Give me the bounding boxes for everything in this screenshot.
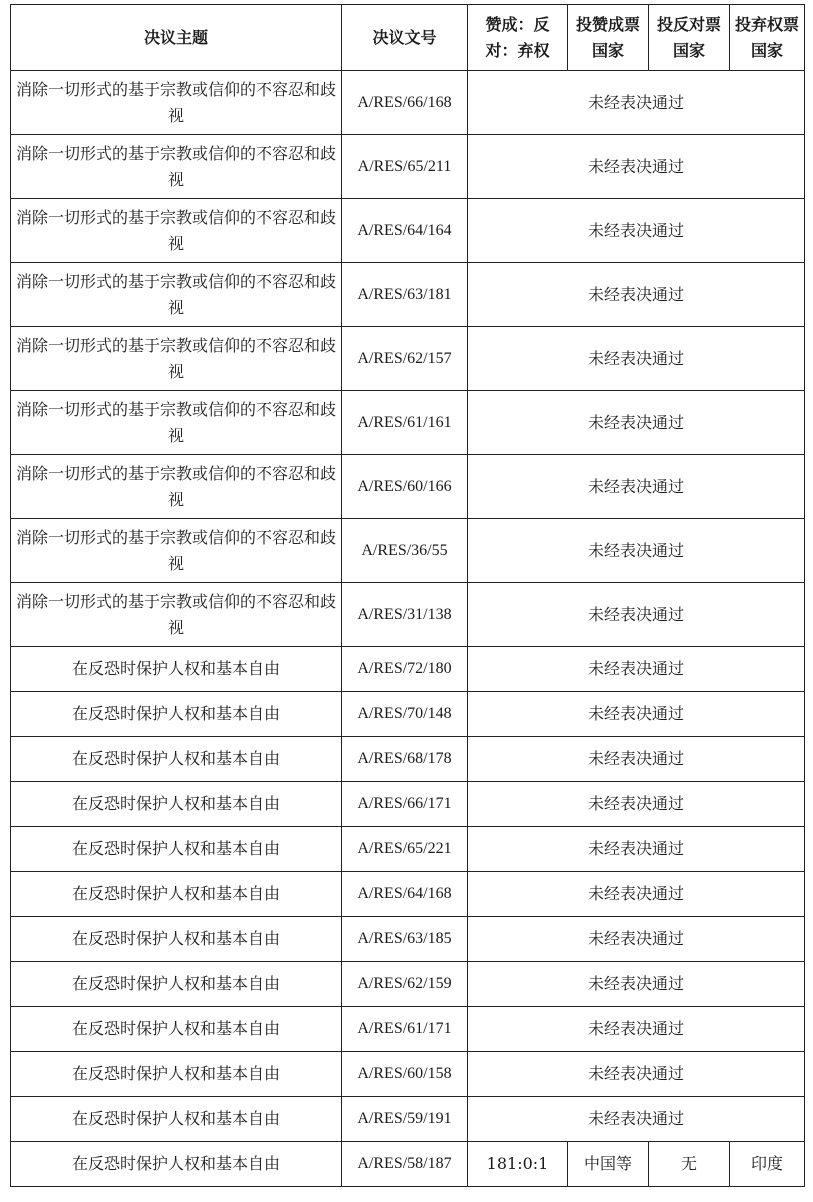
cell-docnum: A/RES/64/164: [342, 199, 468, 263]
table-row: [11, 135, 805, 199]
cell-result: 未经表决通过: [468, 583, 805, 647]
cell-docnum: A/RES/61/171: [342, 1007, 468, 1052]
cell-result: 未经表决通过: [468, 1097, 805, 1142]
header-vote: 赞成：反对：弃权: [468, 5, 568, 71]
cell-docnum: A/RES/59/191: [342, 1097, 468, 1142]
cell-result: 未经表决通过: [468, 692, 805, 737]
table-body: [11, 71, 805, 1187]
header-yes-countries: 投赞成票国家: [568, 5, 649, 71]
cell-docnum: A/RES/36/55: [342, 519, 468, 583]
table-row-vote-detail: [11, 1142, 805, 1187]
resolution-sheet: [10, 4, 805, 1187]
cell-topic: 消除一切形式的基于宗教或信仰的不容忍和歧视: [11, 263, 342, 327]
cell-topic: 消除一切形式的基于宗教或信仰的不容忍和歧视: [11, 199, 342, 263]
table-row: [11, 827, 805, 872]
cell-result: 未经表决通过: [468, 71, 805, 135]
table-row: [11, 455, 805, 519]
cell-docnum: A/RES/72/180: [342, 647, 468, 692]
cell-result: 未经表决通过: [468, 917, 805, 962]
cell-docnum: A/RES/63/185: [342, 917, 468, 962]
cell-docnum: A/RES/66/171: [342, 782, 468, 827]
header-topic: 决议主题: [11, 5, 342, 71]
cell-topic: 消除一切形式的基于宗教或信仰的不容忍和歧视: [11, 71, 342, 135]
cell-topic: 在反恐时保护人权和基本自由: [11, 737, 342, 782]
cell-result: 未经表决通过: [468, 519, 805, 583]
table-row: [11, 327, 805, 391]
cell-topic: 在反恐时保护人权和基本自由: [11, 647, 342, 692]
cell-topic: 在反恐时保护人权和基本自由: [11, 1052, 342, 1097]
cell-result: 未经表决通过: [468, 737, 805, 782]
header-no-countries: 投反对票国家: [649, 5, 730, 71]
cell-topic: 消除一切形式的基于宗教或信仰的不容忍和歧视: [11, 455, 342, 519]
cell-docnum: A/RES/66/168: [342, 71, 468, 135]
cell-topic: 在反恐时保护人权和基本自由: [11, 782, 342, 827]
table-row: [11, 647, 805, 692]
table-row: [11, 782, 805, 827]
table-row: [11, 263, 805, 327]
cell-docnum: A/RES/61/161: [342, 391, 468, 455]
cell-docnum: A/RES/64/168: [342, 872, 468, 917]
cell-yes-countries: 中国等: [568, 1142, 649, 1187]
table-row: [11, 583, 805, 647]
cell-result: 未经表决通过: [468, 135, 805, 199]
table-row: [11, 692, 805, 737]
cell-topic: 在反恐时保护人权和基本自由: [11, 917, 342, 962]
cell-result: 未经表决通过: [468, 647, 805, 692]
cell-result: 未经表决通过: [468, 782, 805, 827]
cell-result: 未经表决通过: [468, 1007, 805, 1052]
cell-topic: 在反恐时保护人权和基本自由: [11, 827, 342, 872]
cell-docnum: A/RES/58/187: [342, 1142, 468, 1187]
cell-result: 未经表决通过: [468, 199, 805, 263]
cell-result: 未经表决通过: [468, 827, 805, 872]
table-row: [11, 519, 805, 583]
cell-docnum: A/RES/68/178: [342, 737, 468, 782]
table-row: [11, 1007, 805, 1052]
cell-result: 未经表决通过: [468, 872, 805, 917]
table-row: [11, 872, 805, 917]
header-abstain-countries: 投弃权票国家: [730, 5, 805, 71]
cell-result: 未经表决通过: [468, 455, 805, 519]
cell-topic: 在反恐时保护人权和基本自由: [11, 1142, 342, 1187]
cell-topic: 消除一切形式的基于宗教或信仰的不容忍和歧视: [11, 391, 342, 455]
table-row: [11, 1052, 805, 1097]
cell-result: 未经表决通过: [468, 391, 805, 455]
cell-vote: 181:0:1: [468, 1142, 568, 1187]
cell-topic: 在反恐时保护人权和基本自由: [11, 872, 342, 917]
cell-no-countries: 无: [649, 1142, 730, 1187]
table-header-row: [11, 5, 805, 71]
cell-result: 未经表决通过: [468, 962, 805, 1007]
cell-docnum: A/RES/70/148: [342, 692, 468, 737]
cell-topic: 在反恐时保护人权和基本自由: [11, 962, 342, 1007]
cell-topic: 消除一切形式的基于宗教或信仰的不容忍和歧视: [11, 519, 342, 583]
table-row: [11, 917, 805, 962]
table-row: [11, 199, 805, 263]
cell-docnum: A/RES/31/138: [342, 583, 468, 647]
cell-docnum: A/RES/62/159: [342, 962, 468, 1007]
table-row: [11, 391, 805, 455]
cell-docnum: A/RES/60/166: [342, 455, 468, 519]
header-docnum: 决议文号: [342, 5, 468, 71]
cell-docnum: A/RES/65/211: [342, 135, 468, 199]
cell-topic: 在反恐时保护人权和基本自由: [11, 1007, 342, 1052]
resolution-table: [10, 4, 805, 1187]
cell-abstain-countries: 印度: [730, 1142, 805, 1187]
cell-docnum: A/RES/60/158: [342, 1052, 468, 1097]
cell-docnum: A/RES/65/221: [342, 827, 468, 872]
cell-topic: 消除一切形式的基于宗教或信仰的不容忍和歧视: [11, 583, 342, 647]
table-row: [11, 962, 805, 1007]
cell-result: 未经表决通过: [468, 263, 805, 327]
cell-topic: 在反恐时保护人权和基本自由: [11, 1097, 342, 1142]
cell-docnum: A/RES/62/157: [342, 327, 468, 391]
table-row: [11, 1097, 805, 1142]
cell-topic: 消除一切形式的基于宗教或信仰的不容忍和歧视: [11, 135, 342, 199]
cell-result: 未经表决通过: [468, 327, 805, 391]
table-row: [11, 737, 805, 782]
cell-topic: 消除一切形式的基于宗教或信仰的不容忍和歧视: [11, 327, 342, 391]
cell-result: 未经表决通过: [468, 1052, 805, 1097]
cell-topic: 在反恐时保护人权和基本自由: [11, 692, 342, 737]
table-row: [11, 71, 805, 135]
cell-docnum: A/RES/63/181: [342, 263, 468, 327]
